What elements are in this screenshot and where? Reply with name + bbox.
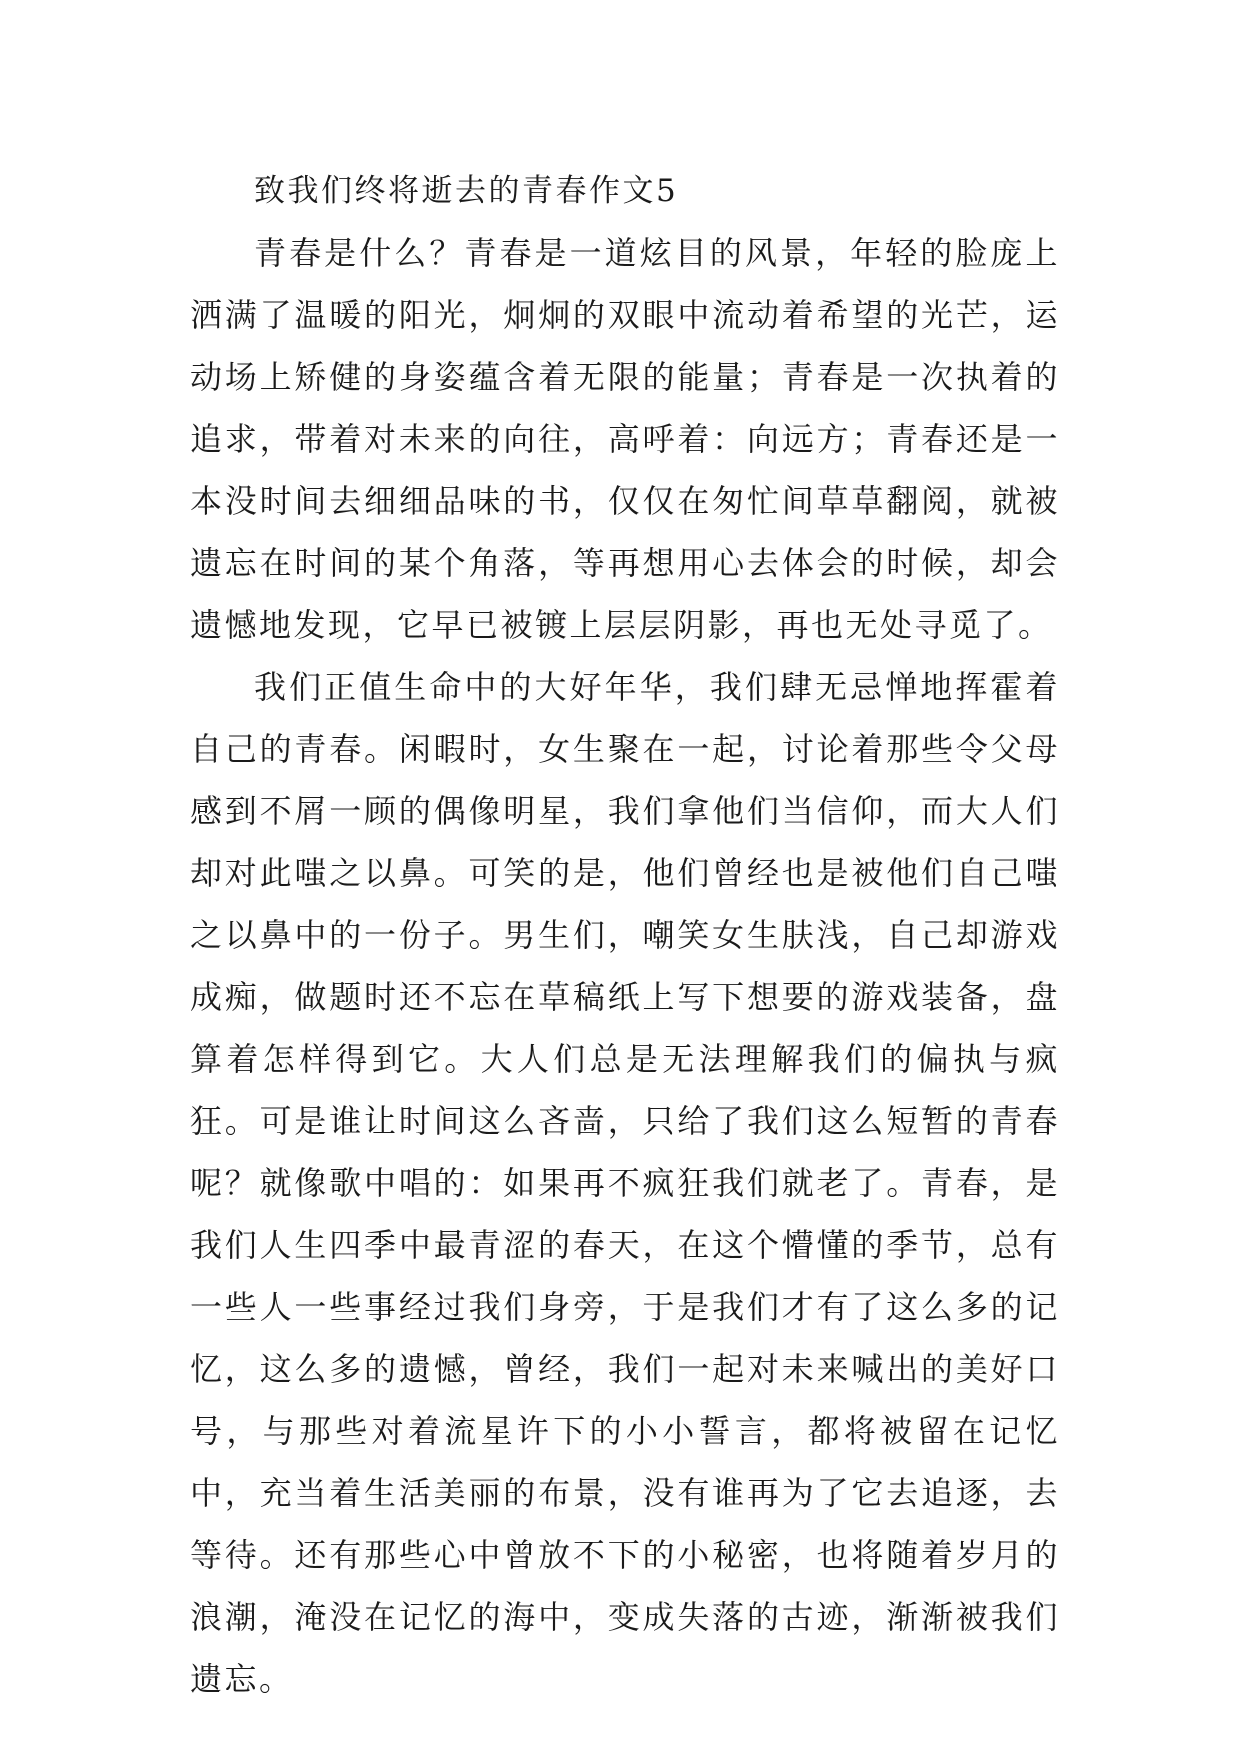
document-body: [190, 160, 1060, 1710]
document-title: 致我们终将逝去的青春作文5: [254, 173, 679, 209]
paragraph-1: 青春是什么？青春是一道炫目的风景，年轻的脸庞上洒满了温暖的阳光，炯炯的双眼中流动着希望的光芒，运动场上矫健的身姿蕴含着无限的能量；青春是一次执着的追求，带着对未来的向往，高呼着：向远方；青春还是一本没时间去细细品味的书，仅仅在匆忙间草草翻阅，就被遗忘在时间的某个角落，等再想用心去体会的时候，却会遗憾地发现，它早已被镀上层层阴影，再也无处寻觅了。: [190, 234, 1060, 644]
paragraph-2: 我们正值生命中的大好年华，我们肆无忌惮地挥霍着自己的青春。闲暇时，女生聚在一起，讨论着那些令父母感到不屑一顾的偶像明星，我们拿他们当信仰，而大人们却对此嗤之以鼻。可笑的是，他们曾经也是被他们自己嗤之以鼻中的一份子。男生们，嘲笑女生肤浅，自己却游戏成痴，做题时还不忘在草稿纸上写下想要的游戏装备，盘算着怎样得到它。大人们总是无法理解我们的偏执与疯狂。可是谁让时间这么吝啬，只给了我们这么短暂的青春呢？就像歌中唱的：如果再不疯狂我们就老了。青春，是我们人生四季中最青涩的春天，在这个懵懂的季节，总有一些人一些事经过我们身旁，于是我们才有了这么多的记忆，这么多的遗憾，曾经，我们一起对未来喊出的美好口号，与那些对着流星许下的小小誓言，都将被留在记忆中，充当着生活美丽的布景，没有谁再为了它去追逐，去等待。还有那些心中曾放不下的小秘密，也将随着岁月的浪潮，淹没在记忆的海中，变成失落的古迹，渐渐被我们遗忘。: [190, 668, 1060, 1698]
